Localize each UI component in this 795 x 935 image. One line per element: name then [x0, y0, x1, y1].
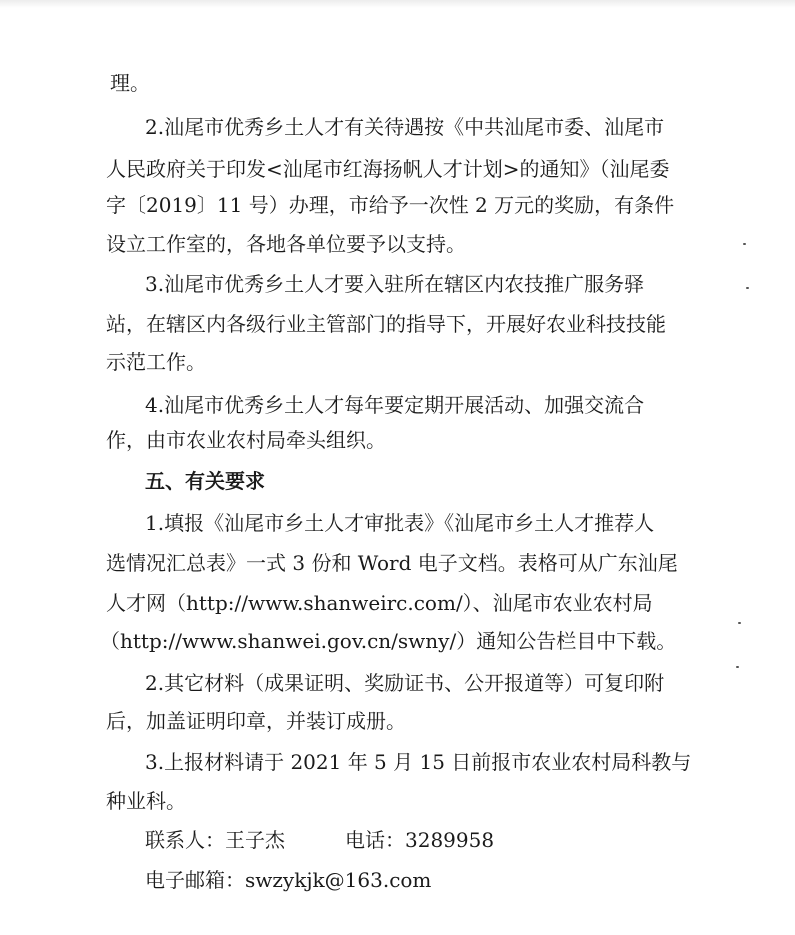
body-line: 理。 [110, 71, 150, 95]
body-line: 人才网（http://www.shanweirc.com/）、汕尾市农业农村局 [106, 591, 653, 615]
body-line: 后，加盖证明印章，并装订成册。 [106, 709, 406, 733]
body-line: 2.其它材料（成果证明、奖励证书、公开报道等）可复印附 [145, 671, 665, 695]
body-line: 3.上报材料请于 2021 年 5 月 15 日前报市农业农村局科教与 [145, 750, 692, 774]
scan-speck [743, 243, 746, 245]
scan-speck [746, 287, 749, 289]
page-top-edge [0, 0, 795, 8]
contact-line: 联系人：王子杰 电话：3289958 [145, 828, 495, 852]
body-line: 站，在辖区内各级行业主管部门的指导下，开展好农业科技技能 [106, 312, 666, 336]
email-line: 电子邮箱：swzykjk@163.com [145, 868, 432, 892]
scan-speck [736, 666, 739, 668]
body-line: 示范工作。 [106, 350, 206, 374]
section-heading: 五、有关要求 [145, 469, 265, 493]
body-line: 人民政府关于印发<汕尾市红海扬帆人才计划>的通知》（汕尾委 [106, 157, 670, 181]
body-line: 作，由市农业农村局牵头组织。 [106, 428, 386, 452]
body-line: 种业科。 [106, 789, 186, 813]
body-line: 1.填报《汕尾市乡土人才审批表》《汕尾市乡土人才推荐人 [145, 511, 655, 535]
body-line: 3.汕尾市优秀乡土人才要入驻所在辖区内农技推广服务驿 [145, 272, 645, 296]
body-line: 设立工作室的，各地各单位要予以支持。 [106, 232, 466, 256]
body-line: 4.汕尾市优秀乡土人才每年要定期开展活动、加强交流合 [145, 393, 645, 417]
scan-speck [738, 622, 741, 624]
body-line: （http://www.shanwei.gov.cn/swny/）通知公告栏目中下载。 [100, 629, 677, 653]
body-line: 字〔2019〕11 号）办理，市给予一次性 2 万元的奖励，有条件 [106, 193, 675, 217]
body-line: 选情况汇总表》一式 3 份和 Word 电子文档。表格可从广东汕尾 [106, 551, 678, 575]
body-line: 2.汕尾市优秀乡土人才有关待遇按《中共汕尾市委、汕尾市 [145, 115, 665, 139]
